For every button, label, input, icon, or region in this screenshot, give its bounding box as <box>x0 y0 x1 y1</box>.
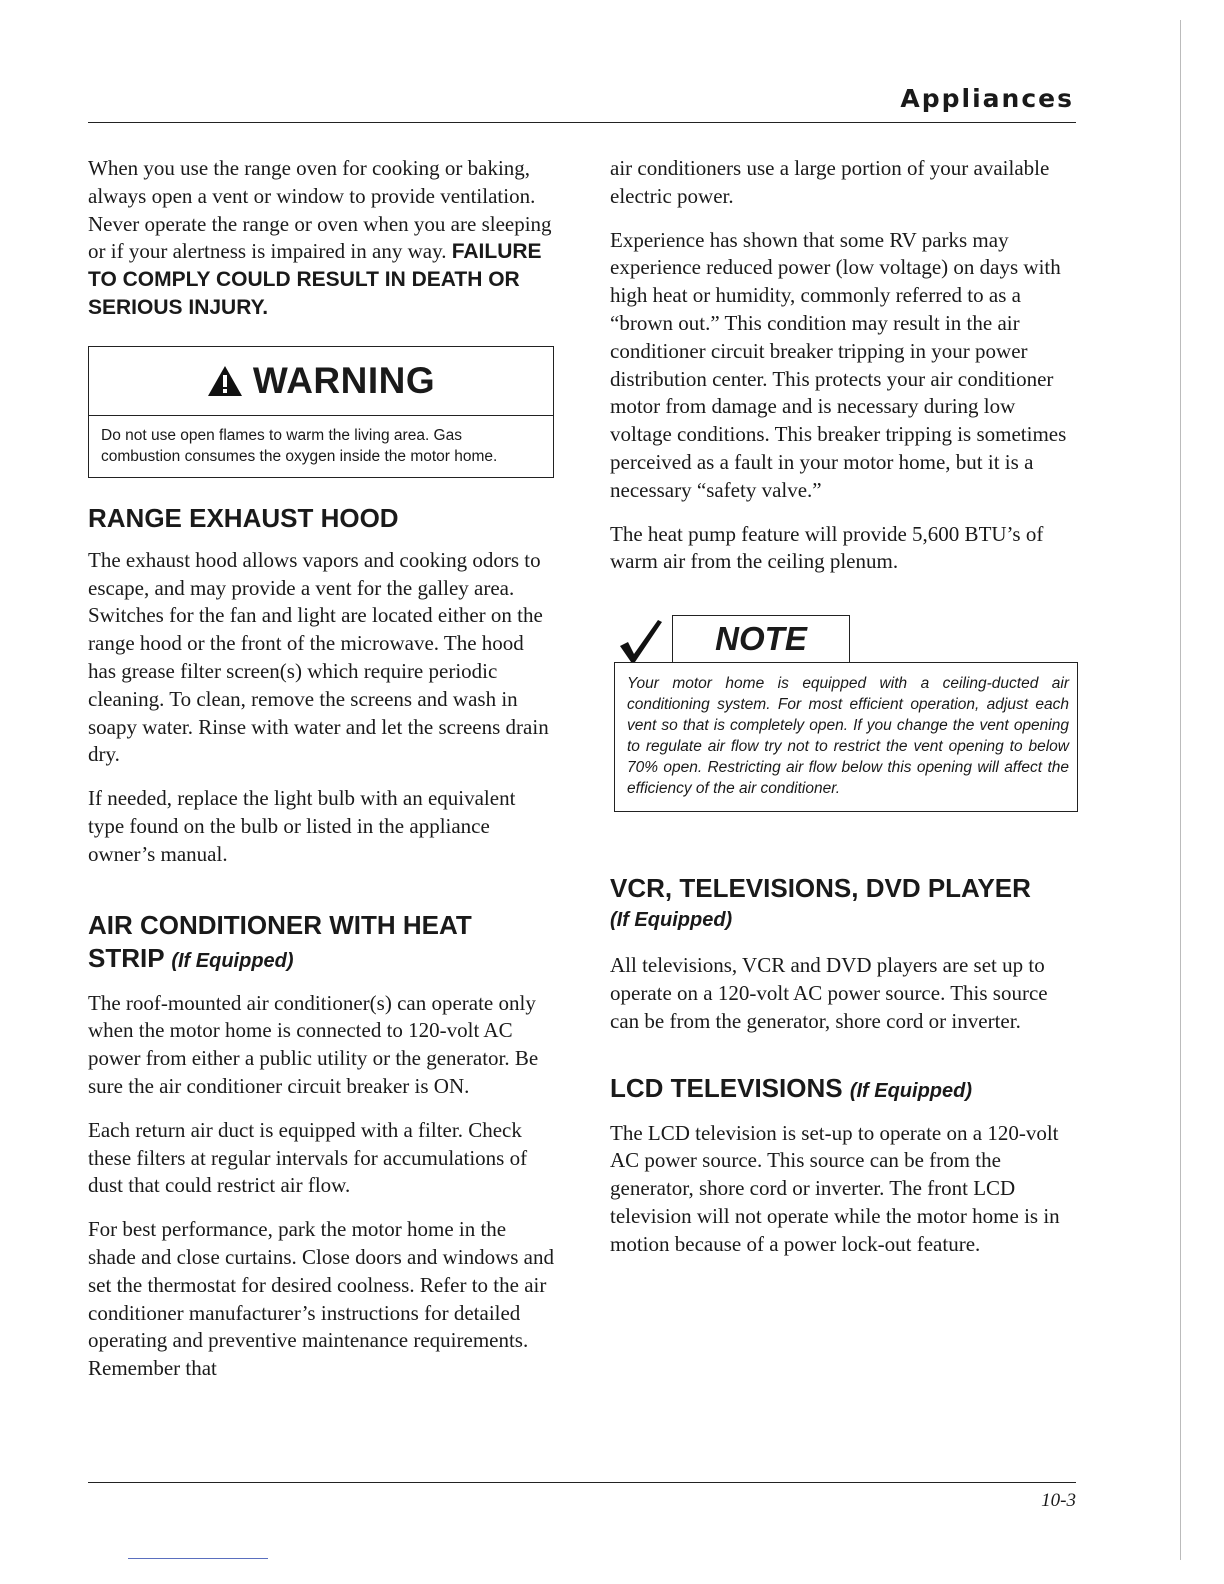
note-label <box>672 615 850 662</box>
warning-text: Do not use open flames to warm the living area. Gas combustion consumes the oxygen inside the motor home. <box>101 426 498 465</box>
warning-box <box>88 346 554 478</box>
note-content <box>614 662 1078 812</box>
air-conditioner-paragraph-3: For best performance, park the motor home in the shade and close curtains. Close doors and windows and set the thermostat for desired coolness. Refer to the air conditioner manufacturer’s instructions for detailed operating and preventive maintenance requirements. Remember that <box>88 1217 554 1381</box>
vcr-heading <box>610 872 1078 905</box>
note-header <box>610 614 1078 662</box>
note-title: NOTE <box>715 620 807 658</box>
vcr-qualifier: (If Equipped) <box>610 909 733 932</box>
warning-triangle-icon <box>207 365 243 397</box>
lcd-heading <box>610 1072 1078 1108</box>
warning-title: WARNING <box>252 359 436 401</box>
checkmark-icon <box>616 618 664 664</box>
air-conditioner-heading-text: AIR CONDITIONER WITH HEAT STRIP <box>88 909 472 973</box>
vcr-heading-text: VCR, TELEVISIONS, DVD PLAYER <box>610 873 1031 904</box>
intro-warning-text: FAILURE TO COMPLY COULD RESULT IN DEATH OR SERIOUS INJURY. <box>88 240 542 319</box>
range-hood-paragraph-1: The exhaust hood allows vapors and cooking odors to escape, and may provide a vent for the galley area. Switches for the fan and light are located either on the range hood or the front of the microwave. The hood has grease filter screen(s) which require periodic cleaning. To clean, remove the screens and wash in soapy water. Rinse with water and let the screens drain dry. <box>88 547 549 767</box>
air-conditioner-qualifier: (If Equipped) <box>171 949 294 972</box>
vcr-paragraph: All televisions, VCR and DVD players are set up to operate on a 120-volt AC power source. This source can be from the generator, shore cord or inverter. <box>610 953 1048 1033</box>
range-hood-heading: RANGE EXHAUST HOOD <box>88 502 399 533</box>
right-column <box>610 155 1078 1275</box>
header-rule <box>88 122 1076 123</box>
continued-paragraph: air conditioners use a large portion of your available electric power. <box>610 156 1050 208</box>
note-box <box>610 614 1078 812</box>
left-column <box>88 155 554 1399</box>
intro-text: When you use the range oven for cooking or baking, always open a vent or window to provide ventilation. Never operate the range or oven when you are sleeping or if your alertness is impaired in any way. <box>88 156 552 264</box>
air-conditioner-heading <box>88 909 554 978</box>
heat-pump-paragraph: The heat pump feature will provide 5,600 BTU’s of warm air from the ceiling plenum. <box>610 521 1044 574</box>
brownout-paragraph: Experience has shown that some RV parks may experience reduced power (low voltage) on days with high heat or humidity, commonly referred to as a “brown out.” This condition may result in the air conditioner circuit breaker tripping in your power distribution center. This protects your air conditioner motor from damage and is necessary during low voltage conditions. This breaker tripping is sometimes perceived as a fault in your motor home, but it is a necessary “safety valve.” <box>610 227 1067 502</box>
page-header-title: Appliances <box>900 84 1074 113</box>
intro-paragraph <box>88 155 554 322</box>
lcd-paragraph: The LCD television is set-up to operate on a 120-volt AC power source. This source can be from the generator, shore cord or inverter. The front LCD television will not operate while the motor home is in motion because of a power lock-out feature. <box>610 1120 1060 1256</box>
air-conditioner-paragraph-2: Each return air duct is equipped with a filter. Check these filters at regular intervals for accumulations of dust that could restrict air flow. <box>88 1117 528 1198</box>
lcd-heading-text: LCD TELEVISIONS <box>610 1072 843 1103</box>
page-number: 10-3 <box>1041 1490 1076 1511</box>
range-hood-paragraph-2: If needed, replace the light bulb with an equivalent type found on the bulb or listed in the appliance owner’s manual. <box>88 786 516 866</box>
warning-header <box>89 347 553 416</box>
lcd-qualifier: (If Equipped) <box>849 1079 973 1102</box>
footer-rule <box>88 1482 1076 1483</box>
air-conditioner-paragraph-1: The roof-mounted air conditioner(s) can operate only when the motor home is connected to 120-volt AC power from either a public utility or the generator. Be sure the air conditioner circuit breaker is ON. <box>88 990 539 1098</box>
note-text: Your motor home is equipped with a ceiling-ducted air conditioning system. For most efficient operation, adjust each vent so that is completely open. If you change the vent opening to regulate air flow try not to restrict the vent opening to below 70% open. Restricting air flow below this opening will affect the efficiency of the air conditioner. <box>627 675 1069 798</box>
page-edge-line <box>1180 20 1181 1560</box>
bottom-scan-mark <box>128 1558 268 1559</box>
